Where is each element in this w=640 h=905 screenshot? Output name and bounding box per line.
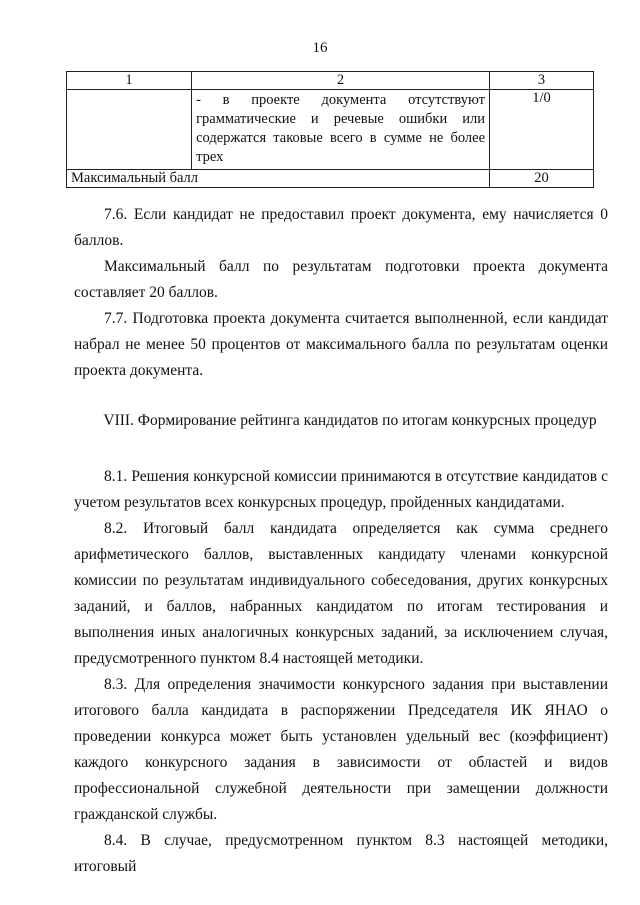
total-value: 20 (490, 170, 594, 188)
section-7-text (74, 202, 608, 384)
score-table (66, 71, 594, 188)
paragraph-max-score: Максимальный балл по результатам подготовки проекта документа составляет 20 баллов. (74, 258, 608, 301)
page-number: 16 (312, 40, 328, 56)
section-8-heading: VIII. Формирование рейтинга кандидатов по итогам конкурсных процедур (103, 412, 597, 429)
paragraph-8-2: 8.2. Итоговый балл кандидата определяется как сумма среднего арифметического баллов, выставленных кандидату членами конкурсной комиссии по результатам индивидуального собеседования, других конкурсных заданий, и баллов, набранных кандидатом по итогам тестирования и выполнения иных аналогичных конкурсных заданий, за исключением случая, предусмотренного пунктом 8.4 настоящей методики. (74, 520, 608, 667)
paragraph-8-4: 8.4. В случае, предусмотренном пунктом 8.3 настоящей методики, итоговый (74, 832, 608, 875)
criterion-score: 1/0 (490, 90, 594, 170)
column-1-header: 1 (67, 72, 192, 90)
total-label: Максимальный балл (67, 170, 490, 188)
paragraph-8-1: 8.1. Решения конкурсной комиссии принимаются в отсутствие кандидатов с учетом результатов всех конкурсных процедур, пройденных кандидатами. (74, 468, 608, 511)
table-total-row (67, 170, 594, 188)
paragraph-7-6: 7.6. Если кандидат не предоставил проект документа, ему начисляется 0 баллов. (74, 206, 608, 249)
table-header-row (67, 72, 594, 90)
table-row (67, 90, 594, 170)
paragraph-7-7: 7.7. Подготовка проекта документа считается выполненной, если кандидат набрал не менее 50 процентов от максимального балла по результатам оценки проекта документа. (74, 310, 608, 379)
paragraph-8-3: 8.3. Для определения значимости конкурсного задания при выставлении итогового балла кандидата в распоряжении Председателя ИК ЯНАО о проведении конкурса может быть установлен удельный вес (коэффициент) каждого конкурсного задания в зависимости от областей и видов профессиональной служебной деятельности при замещении должности гражданской службы. (74, 676, 608, 823)
section-8-text (74, 464, 608, 880)
empty-cell (67, 90, 192, 170)
column-2-header: 2 (192, 72, 490, 90)
column-3-header: 3 (490, 72, 594, 90)
criterion-text: - в проекте документа отсутствуют грамматические и речевые ошибки или содержатся таковые всего в сумме не более трех (192, 90, 490, 170)
